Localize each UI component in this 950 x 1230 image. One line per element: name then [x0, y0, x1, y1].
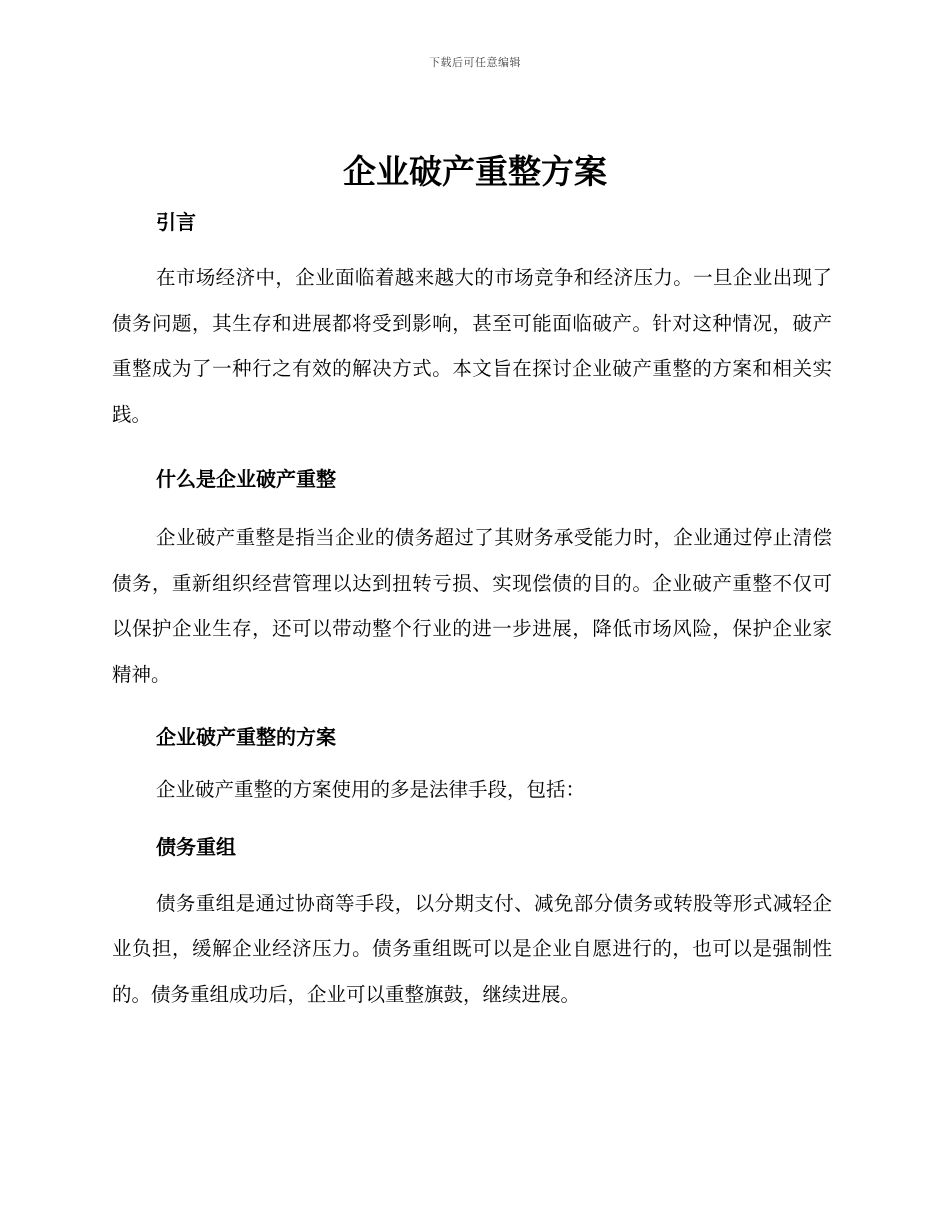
- section-heading-introduction: 引言: [156, 210, 196, 234]
- section-paragraph-introduction: 在市场经济中，企业面临着越来越大的市场竞争和经济压力。一旦企业出现了债务问题，其生存和进展都将受到影响，甚至可能面临破产。针对这种情况，破产重整成为了一种行之有效的解决方式。本文旨在探讨企业破产重整的方案和相关实践。: [112, 266, 832, 426]
- section-paragraph-plan: 企业破产重整的方案使用的多是法律手段，包括：: [156, 778, 586, 801]
- section-heading-plan: 企业破产重整的方案: [156, 725, 336, 749]
- page-header-note: 下载后可任意编辑: [429, 56, 521, 69]
- document-title: 企业破产重整方案: [343, 152, 607, 191]
- section-heading-debt-restructuring: 债务重组: [156, 834, 236, 859]
- section-heading-definition: 什么是企业破产重整: [156, 467, 336, 491]
- section-paragraph-debt-restructuring: 债务重组是通过协商等手段，以分期支付、减免部分债务或转股等形式减轻企业负担，缓解企业经济压力。债务重组既可以是企业自愿进行的，也可以是强制性的。债务重组成功后，企业可以重整旗鼓，继续进展。: [112, 891, 832, 1006]
- document-body: [112, 200, 832, 1017]
- section-paragraph-definition: 企业破产重整是指当企业的债务超过了其财务承受能力时，企业通过停止清偿债务，重新组织经营管理以达到扭转亏损、实现偿债的目的。企业破产重整不仅可以保护企业生存，还可以带动整个行业的进一步进展，降低市场风险，保护企业家精神。: [112, 526, 832, 686]
